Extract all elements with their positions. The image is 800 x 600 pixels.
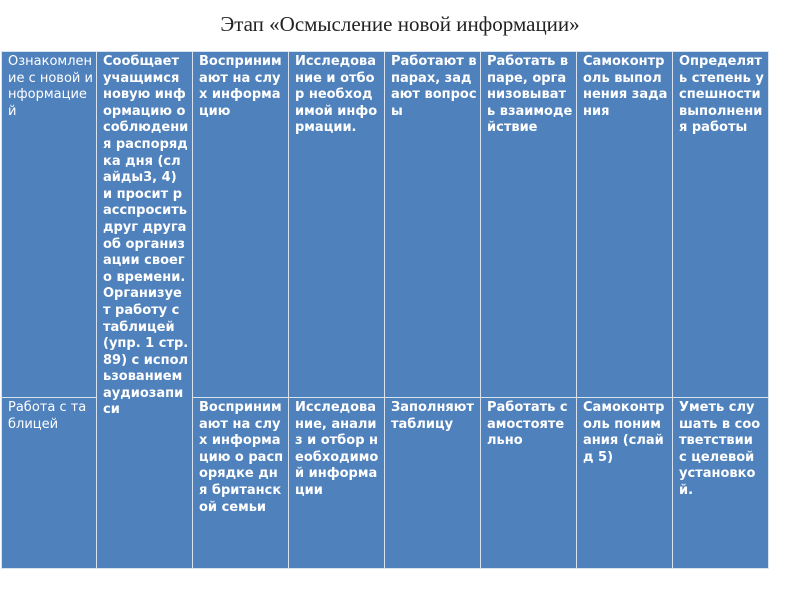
table-cell-teacher-activity (97, 52, 193, 569)
table-cell (673, 398, 769, 569)
cell-text: Исследование и отбор необходимой информации. (295, 54, 378, 136)
cell-text: Ознакомление с новой информацией (8, 54, 93, 119)
cell-text: Самоконтроль понимания (слайд 5) (583, 400, 665, 465)
cell-text: Работа с таблицей (8, 400, 87, 432)
table-cell (481, 398, 577, 569)
cell-text: Заполняют таблицу (391, 400, 474, 432)
cell-text: Уметь слушать в соответствии с целевой установкой. (679, 400, 761, 498)
table-cell (577, 52, 673, 398)
table-cell (193, 52, 289, 398)
table-cell (385, 398, 481, 569)
cell-text: Воспринимают на слух информацию о распорядке дня британской семьи (199, 400, 284, 515)
cell-text: Работают в парах, задают вопросы (391, 54, 477, 119)
table-cell (385, 52, 481, 398)
cell-text: Воспринимают на слух информацию (199, 54, 282, 119)
table-cell (2, 52, 97, 398)
cell-text: Определять степень успешности выполнения работы (679, 54, 764, 136)
cell-text: Исследование, анализ и отбор необходимой информации (295, 400, 379, 498)
cell-text: Самоконтроль выполнения задания (583, 54, 668, 119)
table-cell (289, 398, 385, 569)
cell-text: Работать в паре, организовывать взаимодействие (487, 54, 573, 136)
lesson-stage-table (1, 51, 769, 569)
cell-text: Сообщает учащимся новую информацию о соблюдения распорядка дня (слайды3, 4) и просит расспросить друг друга об организации своего времени. Организует работу с таблицей (упр. 1 стр. 89) с использованием аудиозаписи (103, 54, 189, 418)
slide-title: Этап «Осмысление новой информации» (220, 12, 580, 36)
table-cell (577, 398, 673, 569)
table-row (2, 52, 769, 398)
cell-text: Работать самостоятельно (487, 400, 568, 449)
table-cell (2, 398, 97, 569)
table-cell (481, 52, 577, 398)
table-cell (673, 52, 769, 398)
table-cell (193, 398, 289, 569)
table-cell (289, 52, 385, 398)
